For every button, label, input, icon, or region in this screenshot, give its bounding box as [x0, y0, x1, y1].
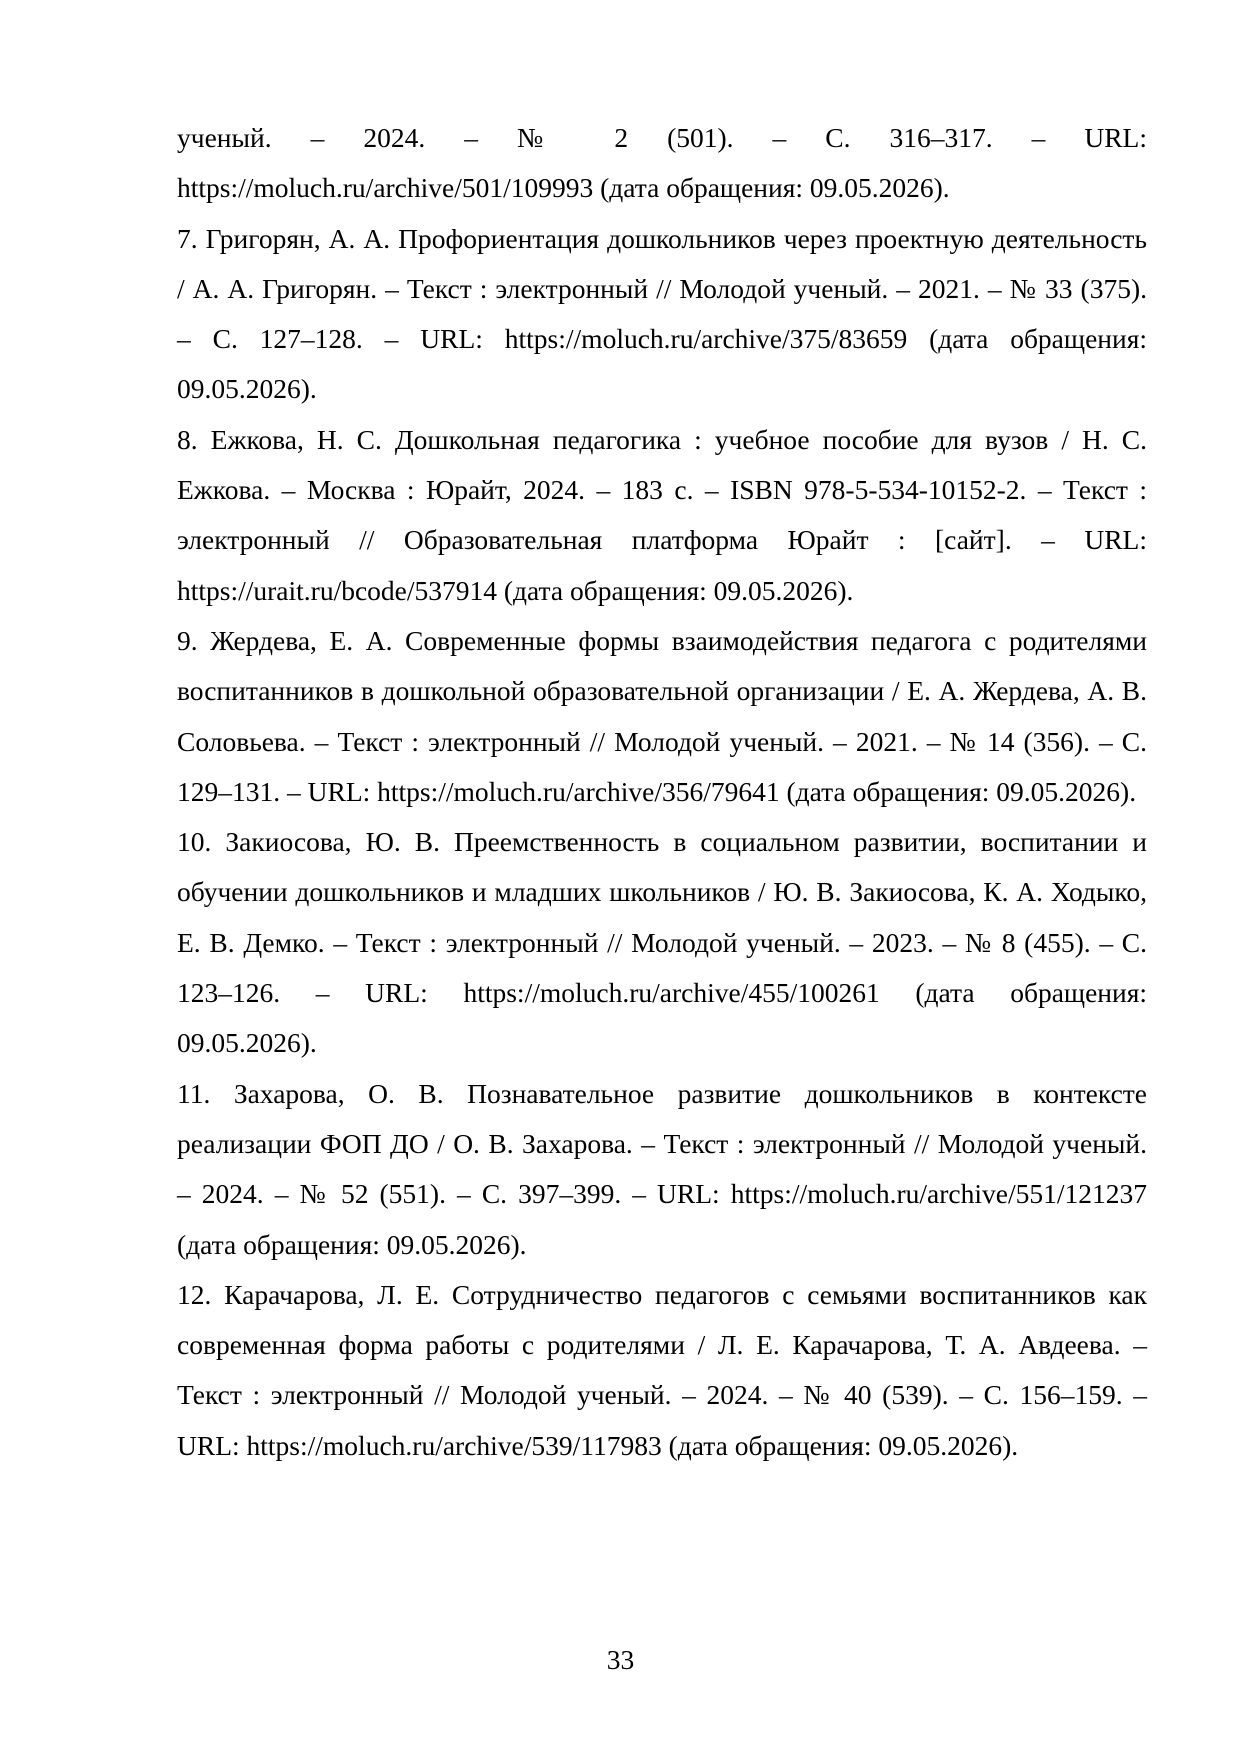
reference-item-7: 7. Григорян, А. А. Профориентация дошкольников через проектную деятельность / А. А. Григорян. – Текст : электронный // Молодой ученый. – 2021. – № 33 (375). – С. 127–128. – URL: https://moluch.ru/archive/375/83659 (дата обращения: 09.05.2026).	[177, 222, 1147, 405]
reference-item-continued: ученый. – 2024. – № 2 (501). – С. 316–317. – URL: https://moluch.ru/archive/501/109993 (дата обращения: 09.05.2026).	[177, 122, 1147, 204]
reference-item-10: 10. Закиосова, Ю. В. Преемственность в социальном развитии, воспитании и обучении дошкольников и младших школьников / Ю. В. Закиосова, К. А. Ходыко, Е. В. Демко. – Текст : электронный // Молодой ученый. – 2023. – № 8 (455). – С. 123–126. – URL: https://moluch.ru/archive/455/100261 (дата обращения: 09.05.2026).	[177, 826, 1147, 1059]
reference-item-8: 8. Ежкова, Н. С. Дошкольная педагогика : учебное пособие для вузов / Н. С. Ежкова. – Москва : Юрайт, 2024. – 183 с. – ISBN 978-5-534-10152-2. – Текст : электронный // Образовательная платформа Юрайт : [сайт]. – URL: https://urait.ru/bcode/537914 (дата обращения: 09.05.2026).	[177, 423, 1147, 606]
reference-item-12: 12. Карачарова, Л. Е. Сотрудничество педагогов с семьями воспитанников как современная форма работы с родителями / Л. Е. Карачарова, Т. А. Авдеева. – Текст : электронный // Молодой ученый. – 2024. – № 40 (539). – С. 156–159. – URL: https://moluch.ru/archive/539/117983 (дата обращения: 09.05.2026).	[177, 1278, 1147, 1461]
reference-item-11: 11. Захарова, О. В. Познавательное развитие дошкольников в контексте реализации ФОП ДО / О. В. Захарова. – Текст : электронный // Молодой ученый. – 2024. – № 52 (551). – С. 397–399. – URL: https://moluch.ru/archive/551/121237 (дата обращения: 09.05.2026).	[177, 1077, 1147, 1260]
page-number: 33	[606, 1644, 635, 1675]
reference-item-9: 9. Жердева, Е. А. Современные формы взаимодействия педагога с родителями воспитанников в дошкольной образовательной организации / Е. А. Жердева, А. В. Соловьева. – Текст : электронный // Молодой ученый. – 2021. – № 14 (356). – С. 129–131. – URL: https://moluch.ru/archive/356/79641 (дата обращения: 09.05.2026).	[177, 624, 1147, 807]
reference-list	[177, 113, 1147, 1471]
